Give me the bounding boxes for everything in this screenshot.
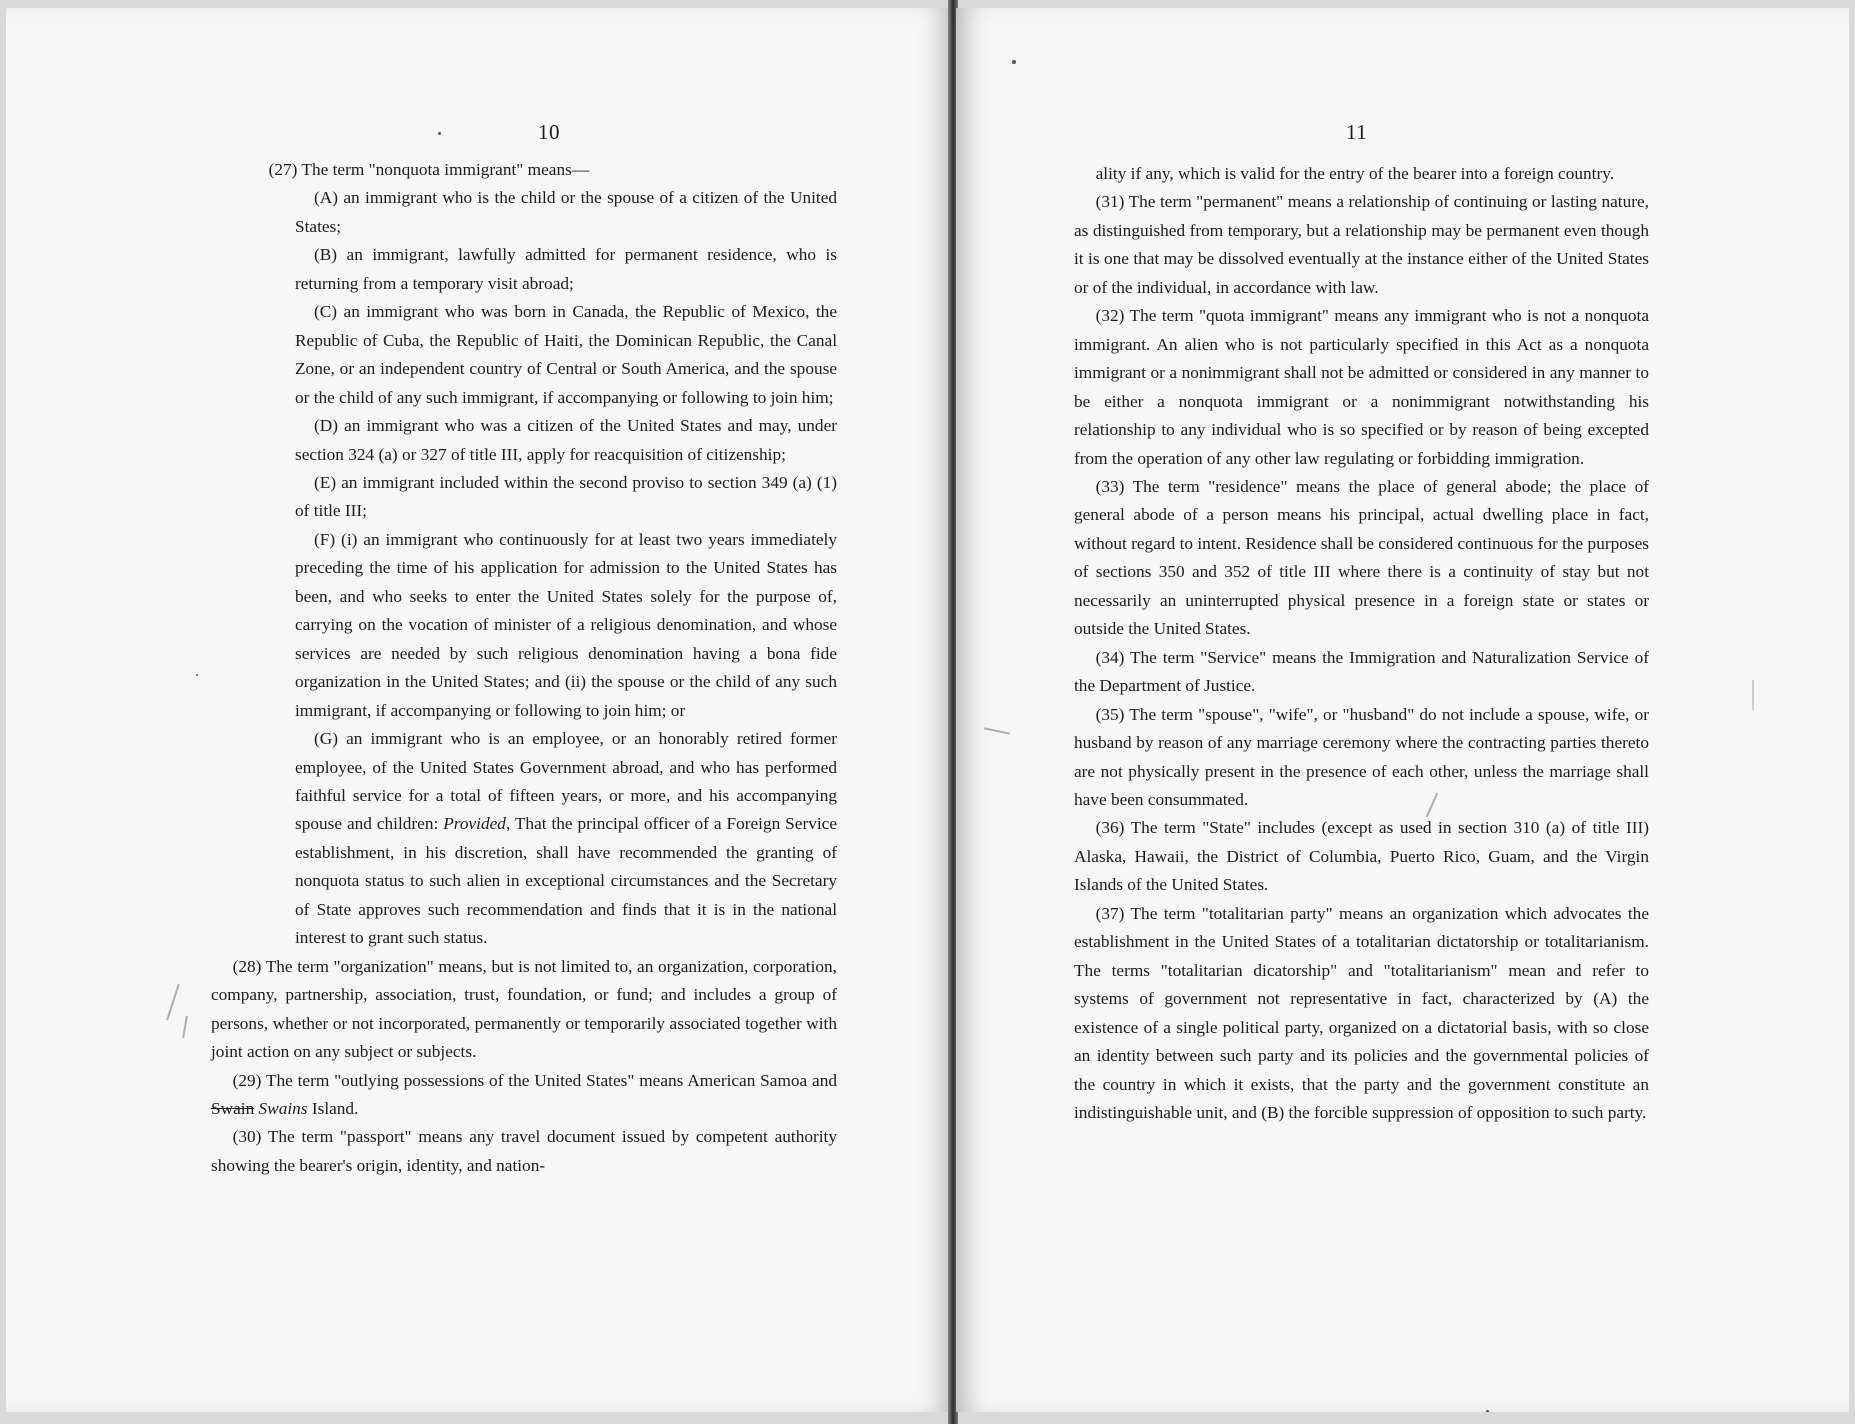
scan-speck — [196, 674, 198, 676]
definition-33: (33) The term "residence" means the place of general abode; the place of general abode of a person means his principal, actual dwelling place in fact, without regard to intent. Residence shall be considered continuous for the purposes of sections 350 and 352 of title III where there is a continuity of stay but not necessarily an uninterrupted physical presence in a foreign state or states or outside the United States. — [1074, 476, 1649, 639]
definition-27-g-text: (G) an immigrant who is an employee, or an honorably retired former employee, of the United States Government abroad, and who has performed faithful service for a total of fifteen years, or more, and his accompanying spouse and children: — [295, 729, 837, 834]
definition-27-g — [295, 725, 837, 953]
scan-speck — [1012, 60, 1016, 64]
scan-scratch — [984, 727, 1010, 734]
definition-27-b: (B) an immigrant, lawfully admitted for permanent residence, who is returning from a temporary visit abroad; — [295, 245, 837, 293]
scan-scratch — [166, 984, 180, 1021]
left-page — [6, 8, 952, 1412]
scan-scratch — [1752, 680, 1754, 710]
definition-27-c: (C) an immigrant who was born in Canada, the Republic of Mexico, the Republic of Cuba, the Republic of Haiti, the Dominican Republic, the Canal Zone, or an independent country of Central or South America, and the spouse or the child of any such immigrant, if accompanying or following to join him; — [295, 302, 837, 407]
definition-30-continued: ality if any, which is valid for the entry of the bearer into a foreign country. — [1095, 164, 1615, 183]
scan-speck — [1486, 1410, 1489, 1412]
right-text-block — [1074, 160, 1649, 1127]
left-text-block — [211, 156, 837, 1180]
inserted-word: Swains — [258, 1098, 308, 1118]
definition-29 — [211, 1067, 837, 1124]
definition-27-a: (A) an immigrant who is the child or the spouse of a citizen of the United States; — [295, 188, 837, 236]
definition-35: (35) The term "spouse", "wife", or "husband" do not include a spouse, wife, or husband by reason of any marriage ceremony where the contracting parties thereto are not physically present in the presence of each other, unless the marriage shall have been consummated. — [1074, 704, 1649, 809]
definition-30: (30) The term "passport" means any travel document issued by competent authority showing the bearer's origin, identity, and nation- — [211, 1127, 837, 1175]
provided-word: Provided — [443, 814, 506, 834]
struck-word: Swain — [211, 1098, 255, 1118]
definition-34: (34) The term "Service" means the Immigration and Naturalization Service of the Department of Justice. — [1074, 647, 1649, 696]
definition-32: (32) The term "quota immigrant" means any immigrant who is not a nonquota immigrant. An alien who is not particularly specified in this Act as a nonquota immigrant or a nonimmigrant shall not be admitted or considered in any manner to be either a nonquota immigrant or a nonimmigrant notwithstanding his relationship to any individual who is so specified or by reason of being excepted from the operation of any other law regulating or forbidding immigration. — [1074, 306, 1649, 468]
definition-29-text: (29) The term "outlying possessions of the United States" means American Samoa and — [232, 1070, 837, 1090]
scan-speck — [438, 132, 441, 135]
definition-37: (37) The term "totalitarian party" means an organization which advocates the establishment in the United States of a totalitarian dictatorship or totalitarianism. The terms "totalitarian dicatorship" and "totalitarianism" mean and refer to systems of government not representative in fact, characterized by (A) the existence of a single political party, organized on a dictatorial basis, with so close an identity between such party and its policies and the governmental policies of the country in which it exists, that the party and the government constitute an indistinguishable unit, and (B) the forcible suppression of opposition to such party. — [1074, 903, 1649, 1122]
scan-scratch — [182, 1016, 188, 1038]
definition-27-intro: (27) The term "nonquota immigrant" means— — [268, 160, 590, 179]
definition-27-d: (D) an immigrant who was a citizen of the United States and may, under section 324 (a) or 327 of title III, apply for reacquisition of citizenship; — [295, 416, 837, 464]
definition-27-g-proviso: , That the principal officer of a Foreign Service establishment, in his discretion, shall have recommended the granting of nonquota status to such alien in exceptional circumstances and the Secretary of State approves such recommendation and finds that it is in the national interest to grant such status. — [295, 814, 837, 948]
definition-36: (36) The term "State" includes (except as used in section 310 (a) of title III) Alaska, Hawaii, the District of Columbia, Puerto Rico, Guam, and the Virgin Islands of the United States. — [1074, 818, 1649, 895]
definition-27-e: (E) an immigrant included within the second proviso to section 349 (a) (1) of title III; — [295, 472, 837, 521]
definition-28: (28) The term "organization" means, but is not limited to, an organization, corporation, company, partnership, association, trust, foundation, or fund; and includes a group of persons, whether or not incorporated, permanently or temporarily associated together with joint action on any subject or subjects. — [211, 956, 837, 1062]
page-number-left: 10 — [538, 120, 560, 144]
definition-29-end: Island. — [311, 1098, 359, 1118]
definition-31: (31) The term "permanent" means a relationship of continuing or lasting nature, as distinguished from temporary, but a relationship may be permanent even though it is one that may be dissolved eventually at the instance either of the United States or of the individual, in accordance with law. — [1074, 192, 1649, 297]
page-number-right: 11 — [1346, 120, 1368, 144]
right-page — [956, 8, 1849, 1412]
definition-27-f: (F) (i) an immigrant who continuously for at least two years immediately preceding the time of his application for admission to the United States has been, and who seeks to enter the United States solely for the purpose of, carrying on the vocation of minister of a religious denomination, and whose services are needed by such religious denomination having a bona fide organization in the United States; and (ii) the spouse or the child of any such immigrant, if accompanying or following to join him; or — [295, 529, 837, 720]
